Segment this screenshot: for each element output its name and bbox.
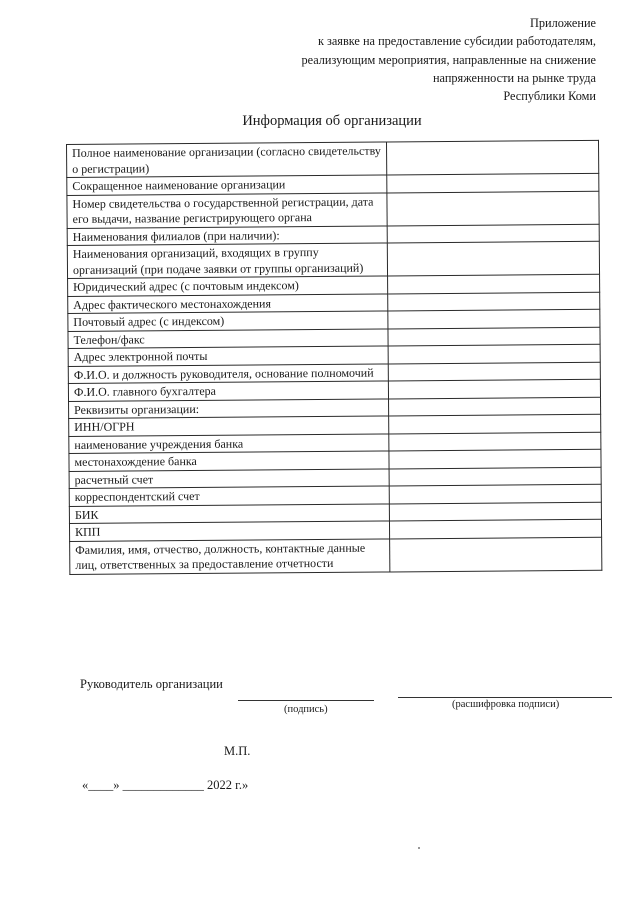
date-line: «____» _____________ 2022 г.» (82, 778, 249, 792)
table-row (67, 241, 599, 278)
scan-speck (418, 847, 420, 849)
appendix-line: к заявке на предоставление субсидии работодателям, (317, 34, 596, 49)
row-value-field[interactable] (389, 449, 601, 468)
appendix-header (256, 14, 596, 105)
table-row (67, 140, 599, 177)
row-label: Юридический адрес (с почтовым индексом) (68, 276, 388, 296)
row-value-field[interactable] (388, 344, 600, 363)
signature-caption: (подпись) (284, 704, 328, 715)
row-label: Реквизиты организации: (69, 398, 389, 418)
row-label: Наименования организаций, входящих в группу организаций (при подаче заявки от группы организаций) (67, 243, 387, 279)
appendix-line: напряженности на рынке труда (432, 70, 596, 85)
row-value-field[interactable] (388, 397, 600, 416)
appendix-line: реализующим мероприятия, направленные на снижение (301, 52, 596, 67)
row-label: расчетный счет (69, 468, 389, 488)
appendix-line: Приложение (530, 16, 596, 30)
table-row (70, 537, 602, 574)
row-value-field[interactable] (388, 309, 600, 328)
row-label: Сокращенное наименование организации (67, 175, 387, 195)
row-value-field[interactable] (388, 292, 600, 311)
row-value-field[interactable] (387, 241, 599, 276)
row-label: Адрес электронной почты (68, 346, 388, 366)
row-value-field[interactable] (387, 224, 599, 243)
row-label: Почтовый адрес (с индексом) (68, 311, 388, 331)
row-value-field[interactable] (387, 173, 599, 192)
organization-info-table (66, 140, 602, 575)
row-label: ИНН/ОГРН (69, 416, 389, 436)
row-label: корреспондентский счет (69, 486, 389, 506)
row-value-field[interactable] (389, 414, 601, 433)
row-label: КПП (69, 521, 389, 541)
document-title (0, 113, 640, 130)
row-value-field[interactable] (389, 432, 601, 451)
row-label: Номер свидетельства о государственной регистрации, дата его выдачи, название регистрирующего органа (67, 192, 387, 228)
signature-line (238, 700, 374, 701)
stamp-place: М.П. (224, 744, 251, 758)
row-value-field[interactable] (389, 519, 601, 538)
appendix-line: Республики Коми (503, 89, 596, 104)
row-value-field[interactable] (389, 484, 601, 503)
row-label: наименование учреждения банка (69, 433, 389, 453)
signature-decoding-line (398, 697, 612, 698)
row-value-field[interactable] (389, 467, 601, 486)
row-label: местонахождение банка (69, 451, 389, 471)
organization-info-table-body (67, 140, 602, 574)
row-label: БИК (69, 503, 389, 523)
row-value-field[interactable] (388, 379, 600, 398)
row-value-field[interactable] (389, 502, 601, 521)
row-label: Полное наименование организации (согласно свидетельству о регистрации) (67, 142, 387, 178)
row-label: Фамилия, имя, отчество, должность, контактные данные лиц, ответственных за предоставление отчетности (70, 538, 390, 574)
row-value-field[interactable] (386, 140, 598, 175)
row-label: Наименования филиалов (при наличии): (67, 225, 387, 245)
document-title-text: Информация об организации (242, 113, 422, 129)
signature-label: Руководитель организации (80, 677, 223, 691)
row-value-field[interactable] (387, 191, 599, 226)
row-label: Телефон/факс (68, 328, 388, 348)
row-value-field[interactable] (388, 327, 600, 346)
row-label: Ф.И.О. главного бухгалтера (68, 381, 388, 401)
signature-decoding-caption: (расшифровка подписи) (452, 699, 560, 710)
row-label: Ф.И.О. и должность руководителя, основание полномочий (68, 363, 388, 383)
table-row (67, 191, 599, 228)
row-label: Адрес фактического местонахождения (68, 293, 388, 313)
row-value-field[interactable] (388, 362, 600, 381)
row-value-field[interactable] (390, 537, 602, 572)
row-value-field[interactable] (387, 274, 599, 293)
